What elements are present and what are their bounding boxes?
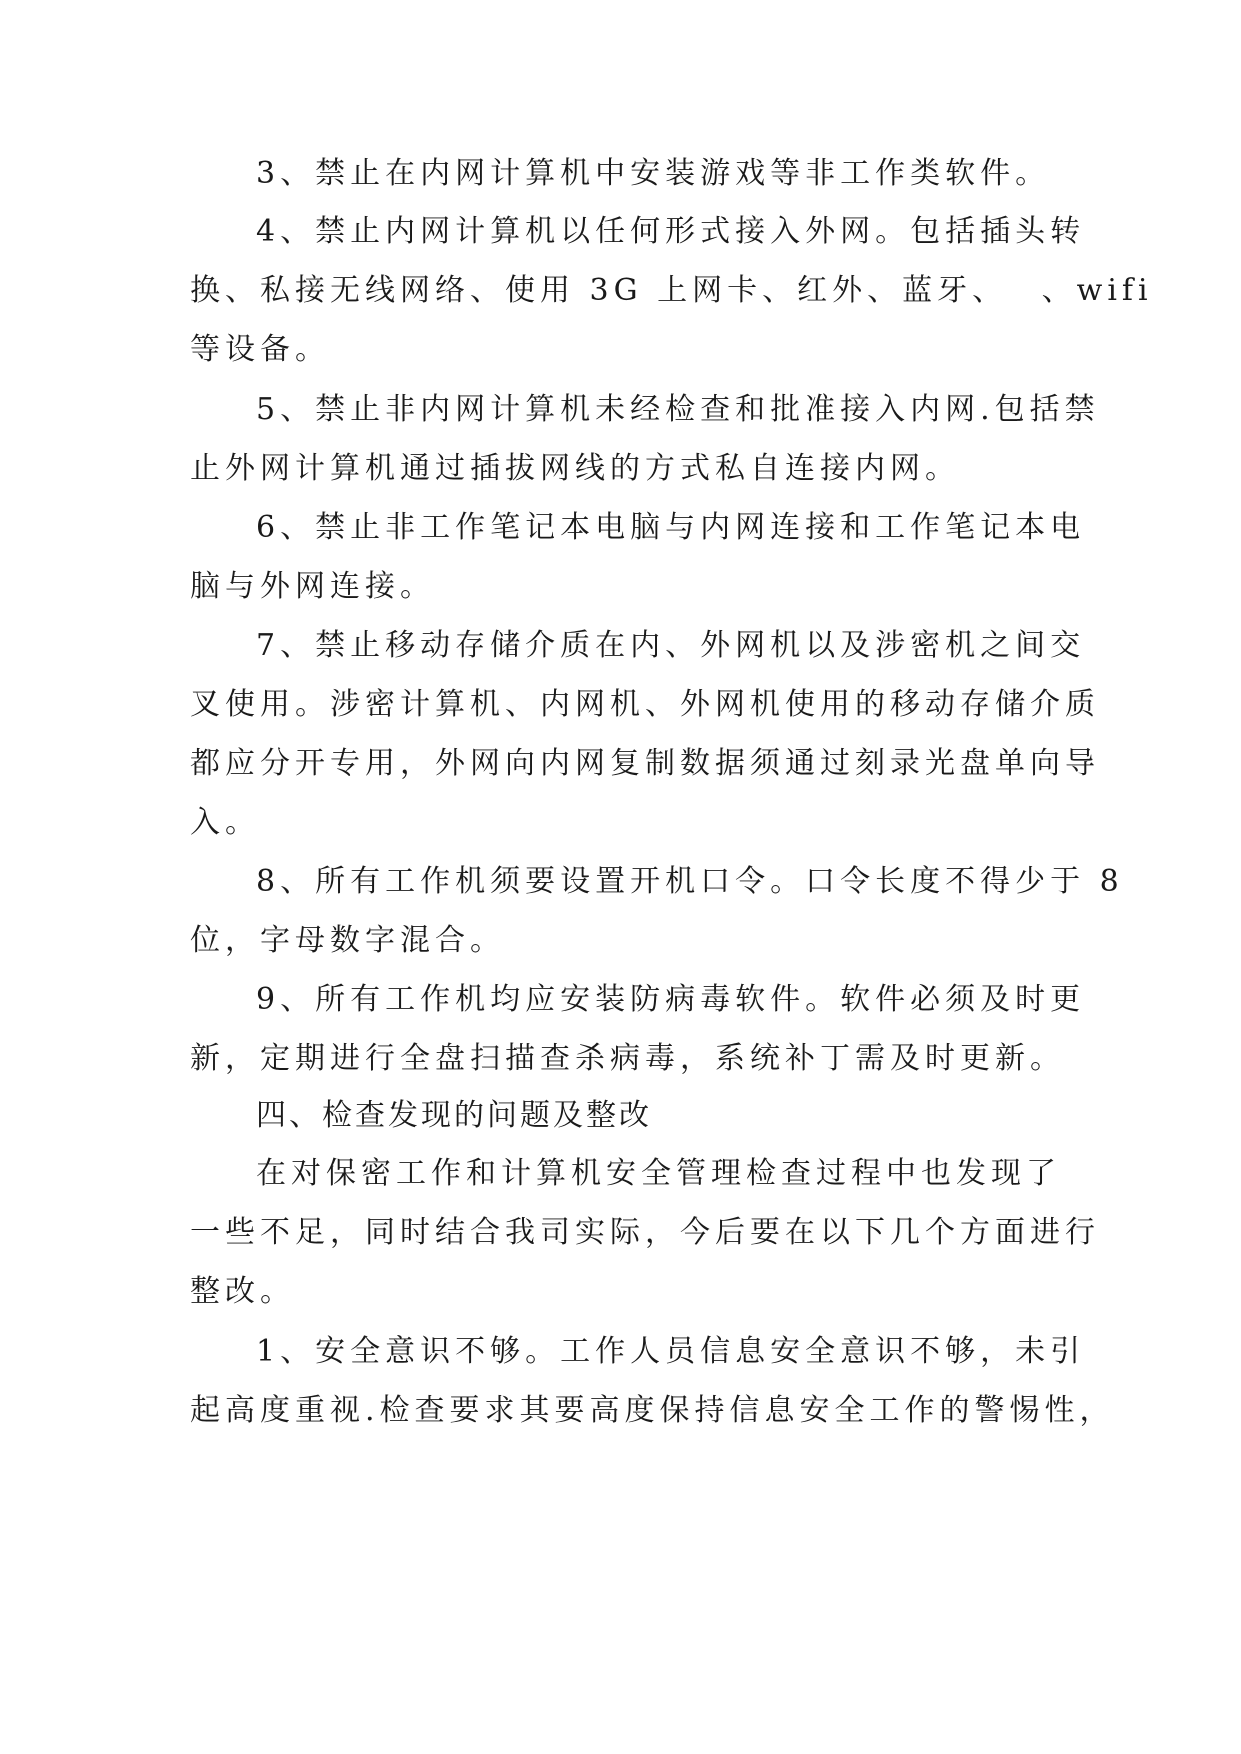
paragraph-line: 起高度重视.检查要求其要高度保持信息安全工作的警惕性，: [190, 1393, 1115, 1428]
paragraph-line: 9、所有工作机均应安装防病毒软件。软件必须及时更: [256, 982, 1086, 1017]
paragraph-line: 等设备。: [190, 332, 330, 367]
paragraph-line: 6、禁止非工作笔记本电脑与内网连接和工作笔记本电: [256, 510, 1086, 545]
paragraph-line: 新，定期进行全盘扫描查杀病毒，系统补丁需及时更新。: [190, 1041, 1065, 1076]
section-heading: 四、检查发现的问题及整改: [256, 1098, 652, 1133]
paragraph-line: 整改。: [190, 1274, 295, 1309]
paragraph-line: 脑与外网连接。: [190, 569, 435, 604]
paragraph-line: 5、禁止非内网计算机未经检查和批准接入内网.包括禁: [256, 392, 1100, 427]
paragraph-line: 1、安全意识不够。工作人员信息安全意识不够，未引: [256, 1334, 1086, 1369]
paragraph-line: 止外网计算机通过插拔网线的方式私自连接内网。: [190, 451, 960, 486]
paragraph-line: 8、所有工作机须要设置开机口令。口令长度不得少于 8: [256, 864, 1124, 899]
paragraph-line: 叉使用。涉密计算机、内网机、外网机使用的移动存储介质: [190, 687, 1100, 722]
paragraph-line: 入。: [190, 805, 260, 840]
paragraph-line: 4、禁止内网计算机以任何形式接入外网。包括插头转: [256, 214, 1086, 249]
paragraph-line: 换、私接无线网络、使用 3G 上网卡、红外、蓝牙、 、wifi: [190, 273, 1153, 308]
paragraph-line: 位，字母数字混合。: [190, 923, 505, 958]
paragraph-line: 7、禁止移动存储介质在内、外网机以及涉密机之间交: [256, 628, 1086, 663]
paragraph-line: 3、禁止在内网计算机中安装游戏等非工作类软件。: [256, 156, 1051, 191]
paragraph-line: 一些不足，同时结合我司实际，今后要在以下几个方面进行: [190, 1215, 1100, 1250]
paragraph-line: 都应分开专用，外网向内网复制数据须通过刻录光盘单向导: [190, 746, 1100, 781]
paragraph-line: 在对保密工作和计算机安全管理检查过程中也发现了: [256, 1156, 1061, 1191]
